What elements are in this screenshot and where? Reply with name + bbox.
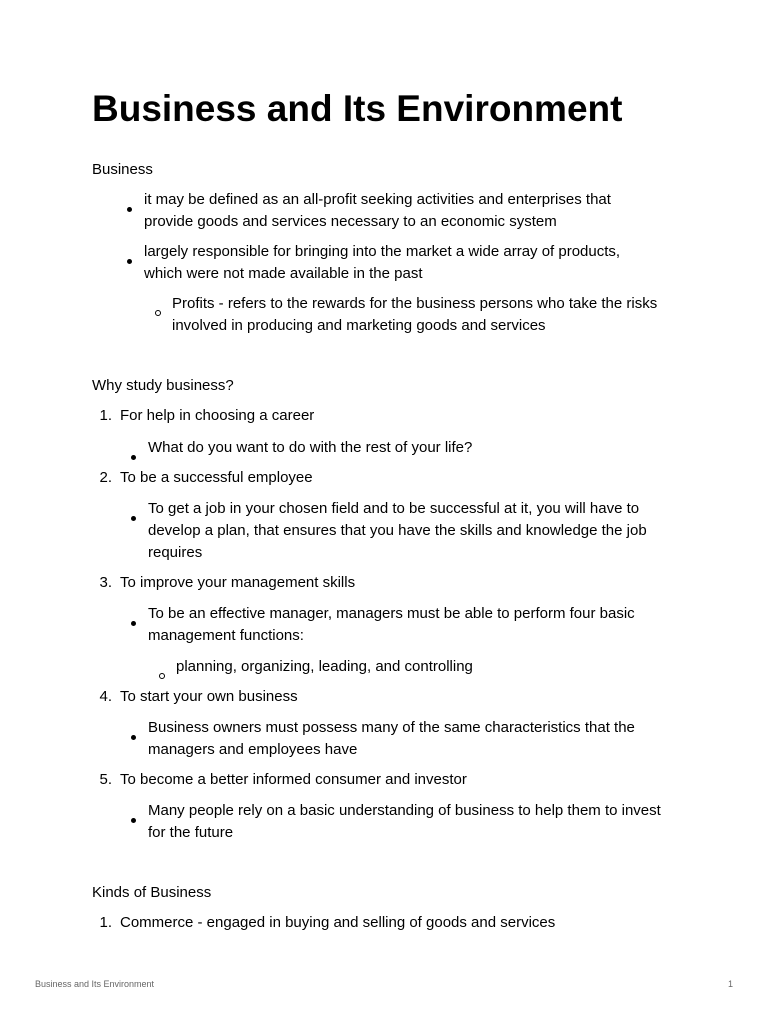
list-item-text: What do you want to do with the rest of your life? — [148, 439, 473, 456]
footer-document-title: Business and Its Environment — [35, 979, 155, 989]
item-text: To start your own business — [120, 688, 298, 705]
list-item-text: Profits - refers to the rewards for the business persons who take the risks involved in producing and marketing goods and services — [172, 295, 658, 334]
list-item — [92, 498, 668, 564]
bullet-dot-icon — [131, 808, 136, 830]
item-number: 4. — [99, 688, 112, 705]
kinds-numbered-list — [92, 912, 692, 934]
numbered-item — [92, 686, 692, 708]
document-body — [92, 159, 692, 934]
bullet-dot-icon — [127, 249, 132, 271]
why-study-numbered-list — [92, 405, 692, 844]
item-number: 1. — [99, 914, 112, 931]
list-item — [92, 800, 668, 844]
numbered-item — [92, 467, 692, 489]
item-text: To improve your management skills — [120, 574, 356, 591]
item-number: 2. — [99, 469, 112, 486]
list-item-text: planning, organizing, leading, and controlling — [176, 658, 473, 675]
list-item — [92, 717, 668, 761]
bullet-dot-icon — [131, 445, 136, 467]
bullet-dot-icon — [131, 611, 136, 633]
item-number: 5. — [99, 771, 112, 788]
list-item — [92, 189, 644, 233]
numbered-item — [92, 572, 692, 594]
list-item — [92, 656, 676, 678]
item-number: 1. — [99, 407, 112, 424]
list-item-text: Business owners must possess many of the same characteristics that the managers and employees have — [148, 719, 635, 758]
section-heading-kinds: Kinds of Business — [92, 884, 212, 901]
business-sub-bullet-list — [92, 293, 692, 337]
list-item-text: it may be defined as an all-profit seeking activities and enterprises that provide goods and services necessary to an economic system — [144, 191, 611, 230]
bullet-dot-icon — [127, 197, 132, 219]
list-item-text: To get a job in your chosen field and to be successful at it, you will have to develop a plan, that ensures that you have the skills and knowledge the job requires — [148, 500, 647, 561]
business-bullet-list — [92, 189, 692, 285]
footer-page-number: 1 — [727, 979, 733, 989]
list-item-text: To be an effective manager, managers must be able to perform four basic management functions: — [148, 605, 635, 644]
numbered-item — [92, 405, 692, 427]
list-item-text: Many people rely on a basic understanding of business to help them to invest for the future — [148, 802, 661, 841]
page-title: Business and Its Environment — [92, 88, 623, 129]
list-item-text: largely responsible for bringing into the market a wide array of products, which were not made available in the past — [144, 243, 621, 282]
list-item — [92, 293, 682, 337]
item-text: To become a better informed consumer and investor — [120, 771, 467, 788]
section-heading-why-study: Why study business? — [92, 377, 234, 394]
numbered-item — [92, 769, 692, 791]
bullet-dot-icon — [131, 725, 136, 747]
list-item — [92, 603, 668, 647]
list-item — [92, 241, 644, 285]
item-text: For help in choosing a career — [120, 407, 315, 424]
bullet-circle-icon — [155, 301, 161, 323]
item-text: To be a successful employee — [120, 469, 313, 486]
bullet-circle-icon — [159, 664, 165, 686]
numbered-item — [92, 912, 692, 934]
list-item — [92, 437, 668, 459]
section-heading-business: Business — [92, 161, 153, 178]
item-text: Commerce - engaged in buying and selling of goods and services — [120, 914, 556, 931]
item-number: 3. — [99, 574, 112, 591]
bullet-dot-icon — [131, 506, 136, 528]
